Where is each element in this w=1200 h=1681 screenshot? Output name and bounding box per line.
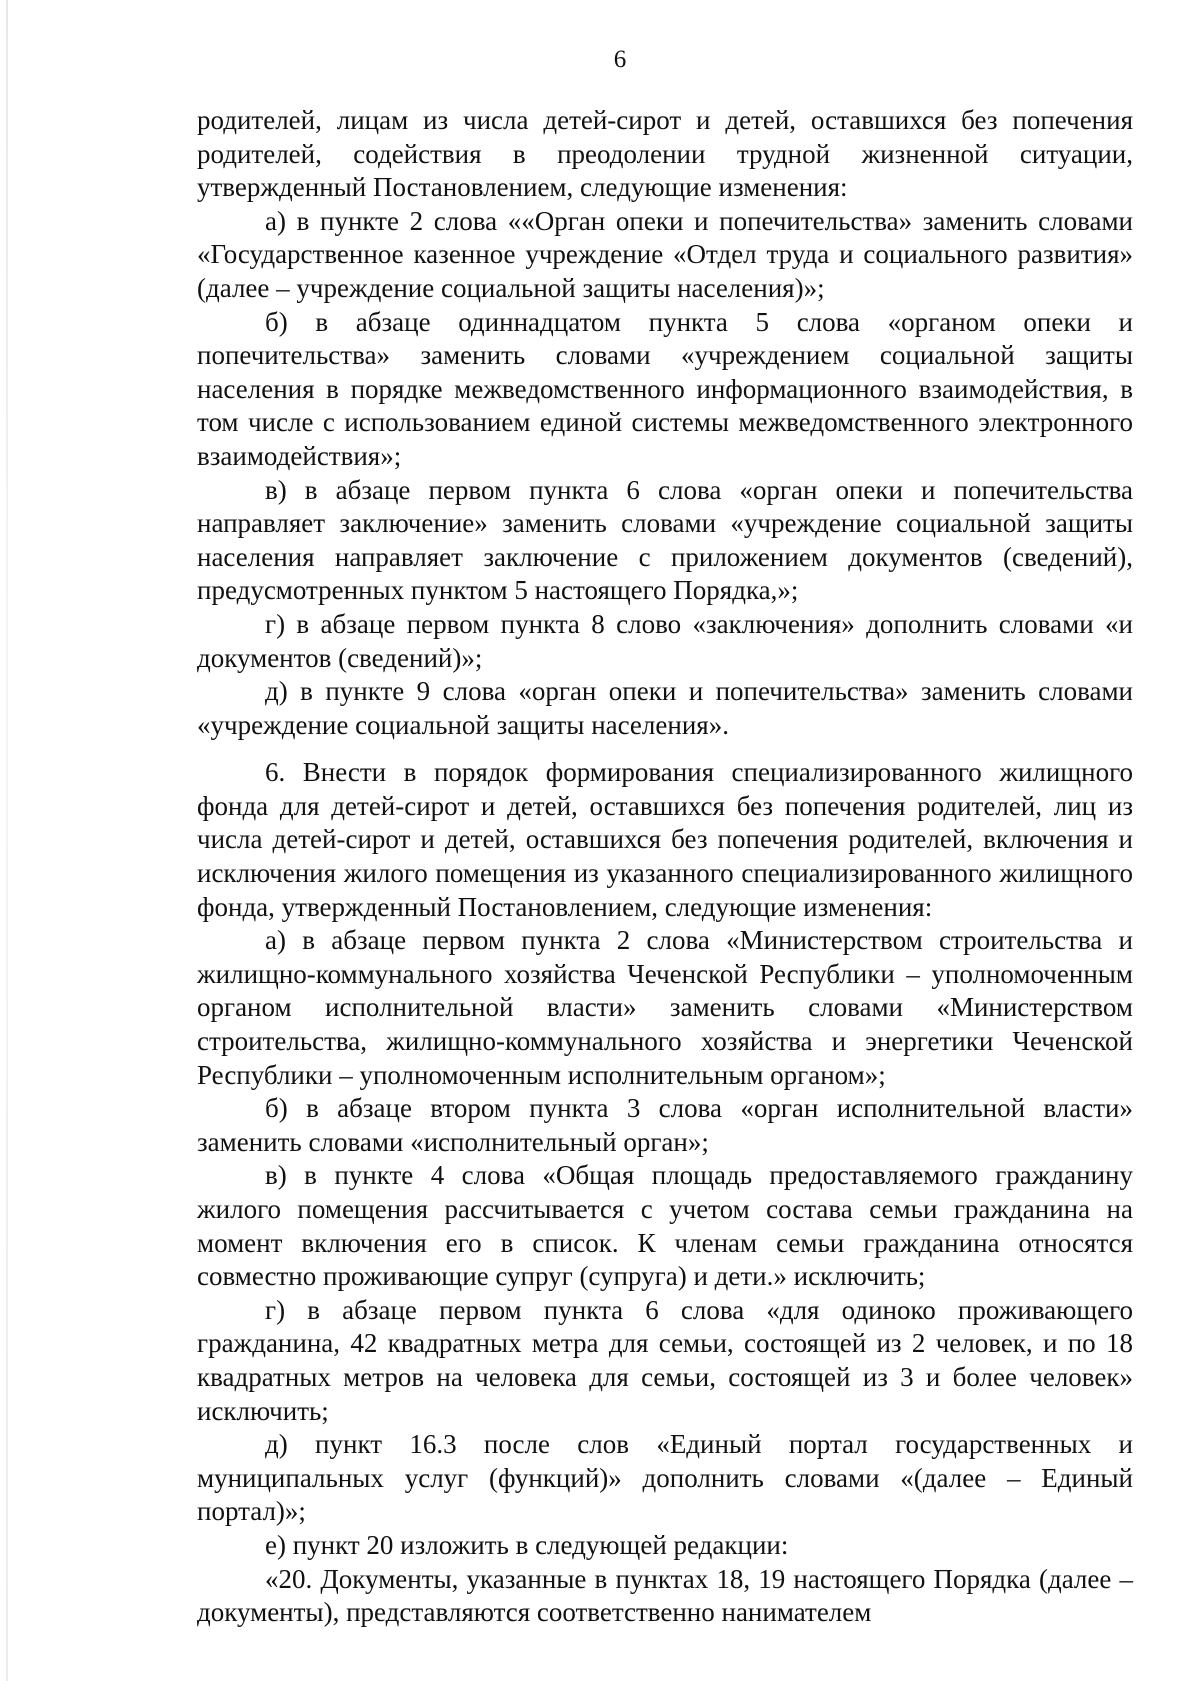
paragraph-item-b: б) в абзаце одиннадцатом пункта 5 слова «органом опеки и попечительства» заменить словами «учреждением социальной защиты населения в порядке межведомственного информационного взаимодействия, в том числе с использованием единой системы межведомственного электронного взаимодействия»; (197, 306, 1133, 471)
paragraph-6-item-b: б) в абзаце втором пункта 3 слова «орган исполнительной власти» заменить словами «исполнительный орган»; (197, 1093, 1133, 1157)
paragraph-item-a: а) в пункте 2 слова ««Орган опеки и попечительства» заменить словами «Государственное казенное учреждение «Отдел труда и социального развития» (далее – учреждение социальной защиты населения)»; (197, 205, 1133, 303)
paragraph-6-item-e: е) пункт 20 изложить в следующей редакции: (265, 1529, 789, 1560)
document-body (197, 104, 1133, 1630)
paragraph-6-item-d: д) пункт 16.3 после слов «Единый портал государственных и муниципальных услуг (функций)» дополнить словами «(далее – Единый портал)»; (197, 1429, 1133, 1527)
scan-edge-artifact (6, 0, 8, 1681)
paragraph-6-item-v: в) в пункте 4 слова «Общая площадь предоставляемого гражданину жилого помещения рассчитывается с учетом состава семьи гражданина на момент включения его в список. К членам семьи гражданина относятся совместно проживающие супруг (супруга) и дети.» исключить; (197, 1160, 1133, 1292)
paragraph-item-d: д) в пункте 9 слова «орган опеки и попечительства» заменить словами «учреждение социальной защиты населения». (197, 676, 1133, 740)
paragraph-item-g: г) в абзаце первом пункта 8 слово «заключения» дополнить словами «и документов (сведений)»; (197, 608, 1133, 673)
paragraph-6-item-g: г) в абзаце первом пункта 6 слова «для одиноко проживающего гражданина, 42 квадратных метра для семьи, состоящей из 2 человек, и по 18 квадратных метров на человека для семьи, состоящей из 3 и более человек» исключить; (197, 1294, 1133, 1426)
paragraph-continuation: родителей, лицам из числа детей-сирот и детей, оставшихся без попечения родителей, содействия в преодолении трудной жизненной ситуации, утвержденный Постановлением, следующие изменения: (197, 105, 1133, 203)
paragraph-6-item-a: а) в абзаце первом пункта 2 слова «Министерством строительства и жилищно-коммунального хозяйства Чеченской Республики – уполномоченным органом исполнительной власти» заменить словами «Министерством строительства, жилищно-коммунального хозяйства и энергетики Чеченской Республики – уполномоченным исполнительным органом»; (197, 925, 1133, 1090)
paragraph-quoted-item-20: «20. Документы, указанные в пунктах 18, 19 настоящего Порядка (далее – документы), представляются соответственно нанимателем (197, 1563, 1133, 1628)
page-number: 6 (613, 46, 627, 73)
paragraph-section-6: 6. Внести в порядок формирования специализированного жилищного фонда для детей-сирот и детей, оставшихся без попечения родителей, лиц из числа детей-сирот и детей, оставшихся без попечения родителей, включения и исключения жилого помещения из указанного специализированного жилищного фонда, утвержденный Постановлением, следующие изменения: (197, 757, 1133, 922)
paragraph-item-v: в) в абзаце первом пункта 6 слова «орган опеки и попечительства направляет заключение» заменить словами «учреждение социальной защиты населения направляет заключение с приложением документов (сведений), предусмотренных пунктом 5 настоящего Порядка,»; (197, 474, 1133, 606)
